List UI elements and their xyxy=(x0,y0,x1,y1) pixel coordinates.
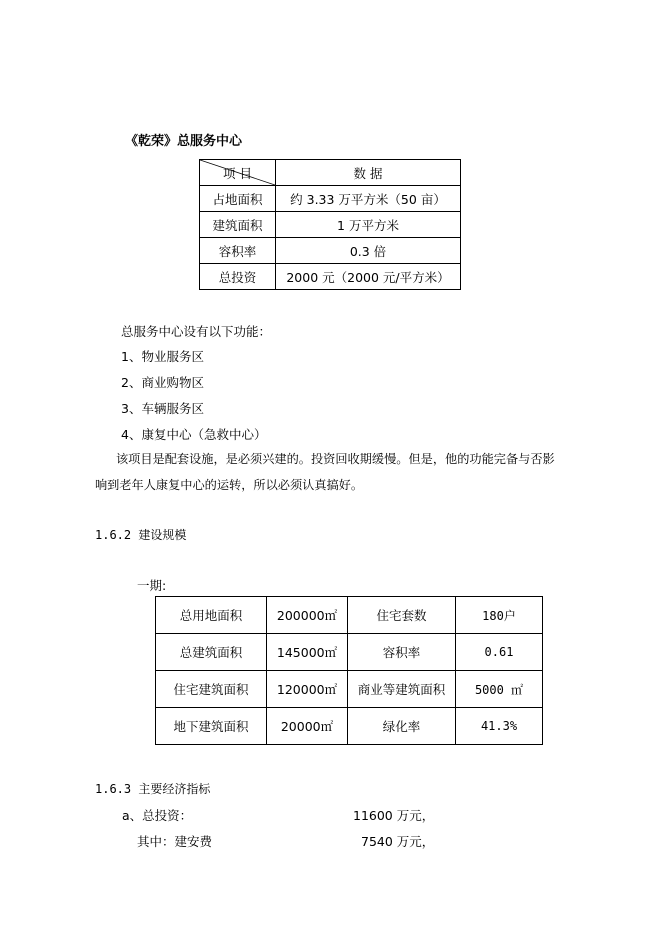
table-row xyxy=(156,597,543,634)
paragraph-line: 该项目是配套设施，是必须兴建的。投资回收期缓慢。但是，他的功能完备与否影 xyxy=(116,452,555,466)
econ-label: a、总投资： xyxy=(122,808,193,823)
cell-label: 地下建筑面积 xyxy=(156,708,267,745)
header-cell-item: 项 目 xyxy=(200,160,276,186)
table-row xyxy=(156,708,543,745)
scale-table xyxy=(155,596,543,745)
table-header-row xyxy=(200,160,461,186)
header-cell-data: 数 据 xyxy=(276,160,461,186)
cell-value: 120000㎡ xyxy=(267,671,348,708)
row-label: 建筑面积 xyxy=(200,212,276,238)
table-row xyxy=(200,238,461,264)
row-value: 约 3.33 万平方米（50 亩） xyxy=(276,186,461,212)
cell-value: 200000㎡ xyxy=(267,597,348,634)
cell-label: 绿化率 xyxy=(348,708,456,745)
table-row xyxy=(200,264,461,290)
table-row xyxy=(156,634,543,671)
econ-value: 11600 万元， xyxy=(353,808,435,823)
row-label: 占地面积 xyxy=(200,186,276,212)
function-item: 4、康复中心（急救中心） xyxy=(121,427,267,442)
row-value: 0.3 倍 xyxy=(276,238,461,264)
table-row xyxy=(200,212,461,238)
section-title: 《乾荣》总服务中心 xyxy=(125,134,243,149)
center-data-table xyxy=(199,159,461,290)
row-label: 总投资 xyxy=(200,264,276,290)
cell-value: 145000㎡ xyxy=(267,634,348,671)
econ-value: 7540 万元， xyxy=(361,834,435,849)
cell-label: 总建筑面积 xyxy=(156,634,267,671)
cell-value: 5000 ㎡ xyxy=(456,671,543,708)
function-item: 1、物业服务区 xyxy=(121,349,204,364)
function-item: 3、车辆服务区 xyxy=(121,401,204,416)
cell-label: 住宅套数 xyxy=(348,597,456,634)
table-row xyxy=(200,186,461,212)
cell-value: 0.61 xyxy=(456,634,543,671)
cell-label: 容积率 xyxy=(348,634,456,671)
row-value: 2000 元（2000 元/平方米） xyxy=(276,264,461,290)
cell-label: 住宅建筑面积 xyxy=(156,671,267,708)
functions-intro: 总服务中心设有以下功能： xyxy=(121,324,272,339)
section-heading: 1.6.2 建设规模 xyxy=(95,528,187,542)
cell-label: 总用地面积 xyxy=(156,597,267,634)
cell-label: 商业等建筑面积 xyxy=(348,671,456,708)
row-label: 容积率 xyxy=(200,238,276,264)
cell-value: 41.3% xyxy=(456,708,543,745)
function-item: 2、商业购物区 xyxy=(121,375,204,390)
econ-label: 其中：建安费 xyxy=(137,834,213,849)
table-row xyxy=(156,671,543,708)
section-heading: 1.6.3 主要经济指标 xyxy=(95,782,211,796)
paragraph-line: 响到老年人康复中心的运转，所以必须认真搞好。 xyxy=(95,478,364,492)
phase-label: 一期: xyxy=(137,578,167,593)
cell-value: 180户 xyxy=(456,597,543,634)
cell-value: 20000㎡ xyxy=(267,708,348,745)
row-value: 1 万平方米 xyxy=(276,212,461,238)
